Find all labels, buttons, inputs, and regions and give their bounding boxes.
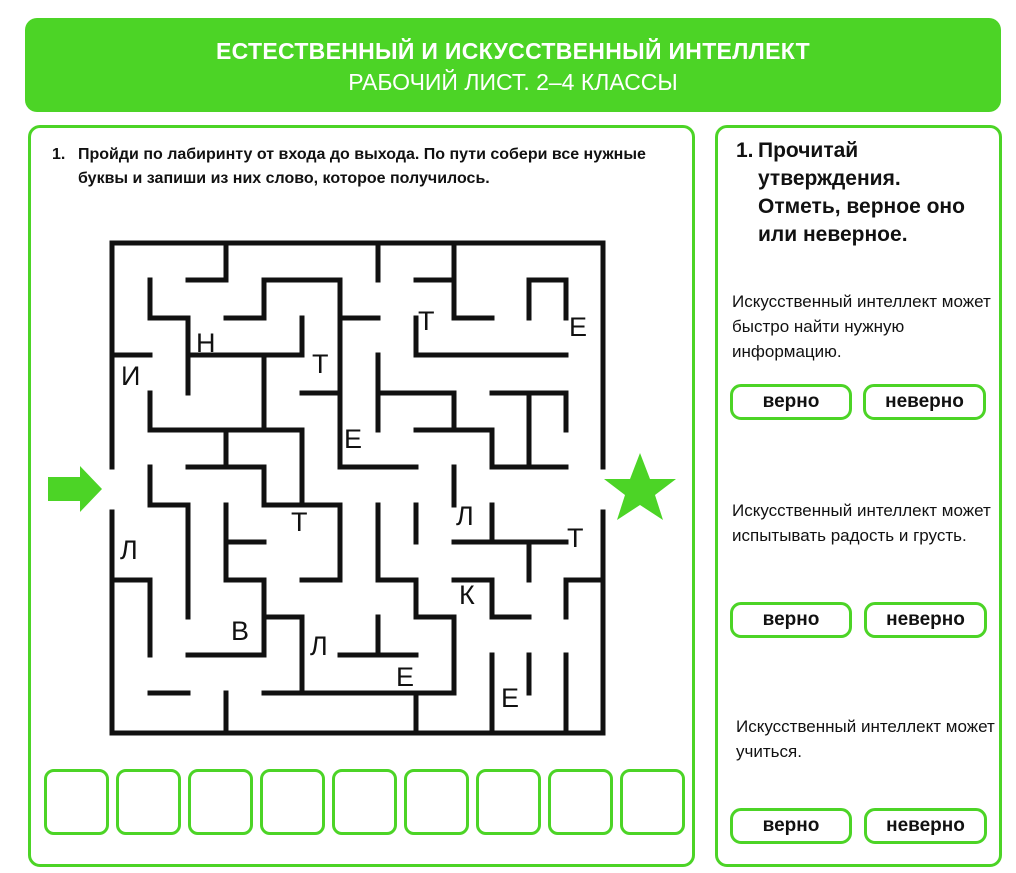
task-number: 1. [52,146,66,163]
star-icon [604,453,676,520]
maze-letter: Л [456,501,474,531]
statement-text: Искусственный интеллект может испытывать радость и грусть. [732,501,991,545]
task-text: Пройди по лабиринту от входа до выхода. По пути собери все нужные буквы и запиши из них слово, которое получилось. [78,146,646,187]
answer-box[interactable] [116,769,181,835]
statements-task [736,137,986,249]
false-button[interactable]: неверно [863,384,986,420]
task-number: 1. [736,139,754,162]
answer-box[interactable] [188,769,253,835]
maze-walls [112,243,603,733]
answer-box[interactable] [620,769,685,835]
maze-letter: Н [196,328,216,358]
maze-task [52,143,652,191]
maze-letter: Т [567,523,584,553]
worksheet-title: ЕСТЕСТВЕННЫЙ И ИСКУССТВЕННЫЙ ИНТЕЛЛЕКТ [216,38,810,64]
task-text: Прочитай утверждения. Отметь, верное оно или неверное. [758,139,965,246]
maze-letter: Т [291,507,308,537]
arrow-right-icon [48,466,102,512]
maze-letter: И [121,361,141,391]
maze-letter: Т [312,349,329,379]
worksheet-header [25,18,1001,112]
false-button[interactable]: неверно [864,602,987,638]
true-button[interactable]: верно [730,384,852,420]
worksheet-subtitle: РАБОЧИЙ ЛИСТ. 2–4 КЛАССЫ [348,69,678,95]
statement-text: Искусственный интеллект может учиться. [736,717,995,761]
maze [40,230,680,750]
maze-letter: Л [120,535,138,565]
maze-letter: К [459,580,475,610]
maze-letter: Т [418,306,435,336]
maze-letter: Е [569,312,588,342]
answer-box[interactable] [260,769,325,835]
maze-letter: Е [344,424,363,454]
true-button[interactable]: верно [730,602,852,638]
maze-letter: В [231,616,250,646]
maze-letter: Л [310,631,328,661]
true-button[interactable]: верно [730,808,852,844]
false-button[interactable]: неверно [864,808,987,844]
statement-text: Искусственный интеллект может быстро найти нужную информацию. [732,292,991,361]
answer-box[interactable] [332,769,397,835]
maze-letter: Е [396,662,415,692]
answer-box[interactable] [548,769,613,835]
answer-box[interactable] [44,769,109,835]
answer-box[interactable] [404,769,469,835]
answer-box[interactable] [476,769,541,835]
maze-letter: Е [501,683,520,713]
